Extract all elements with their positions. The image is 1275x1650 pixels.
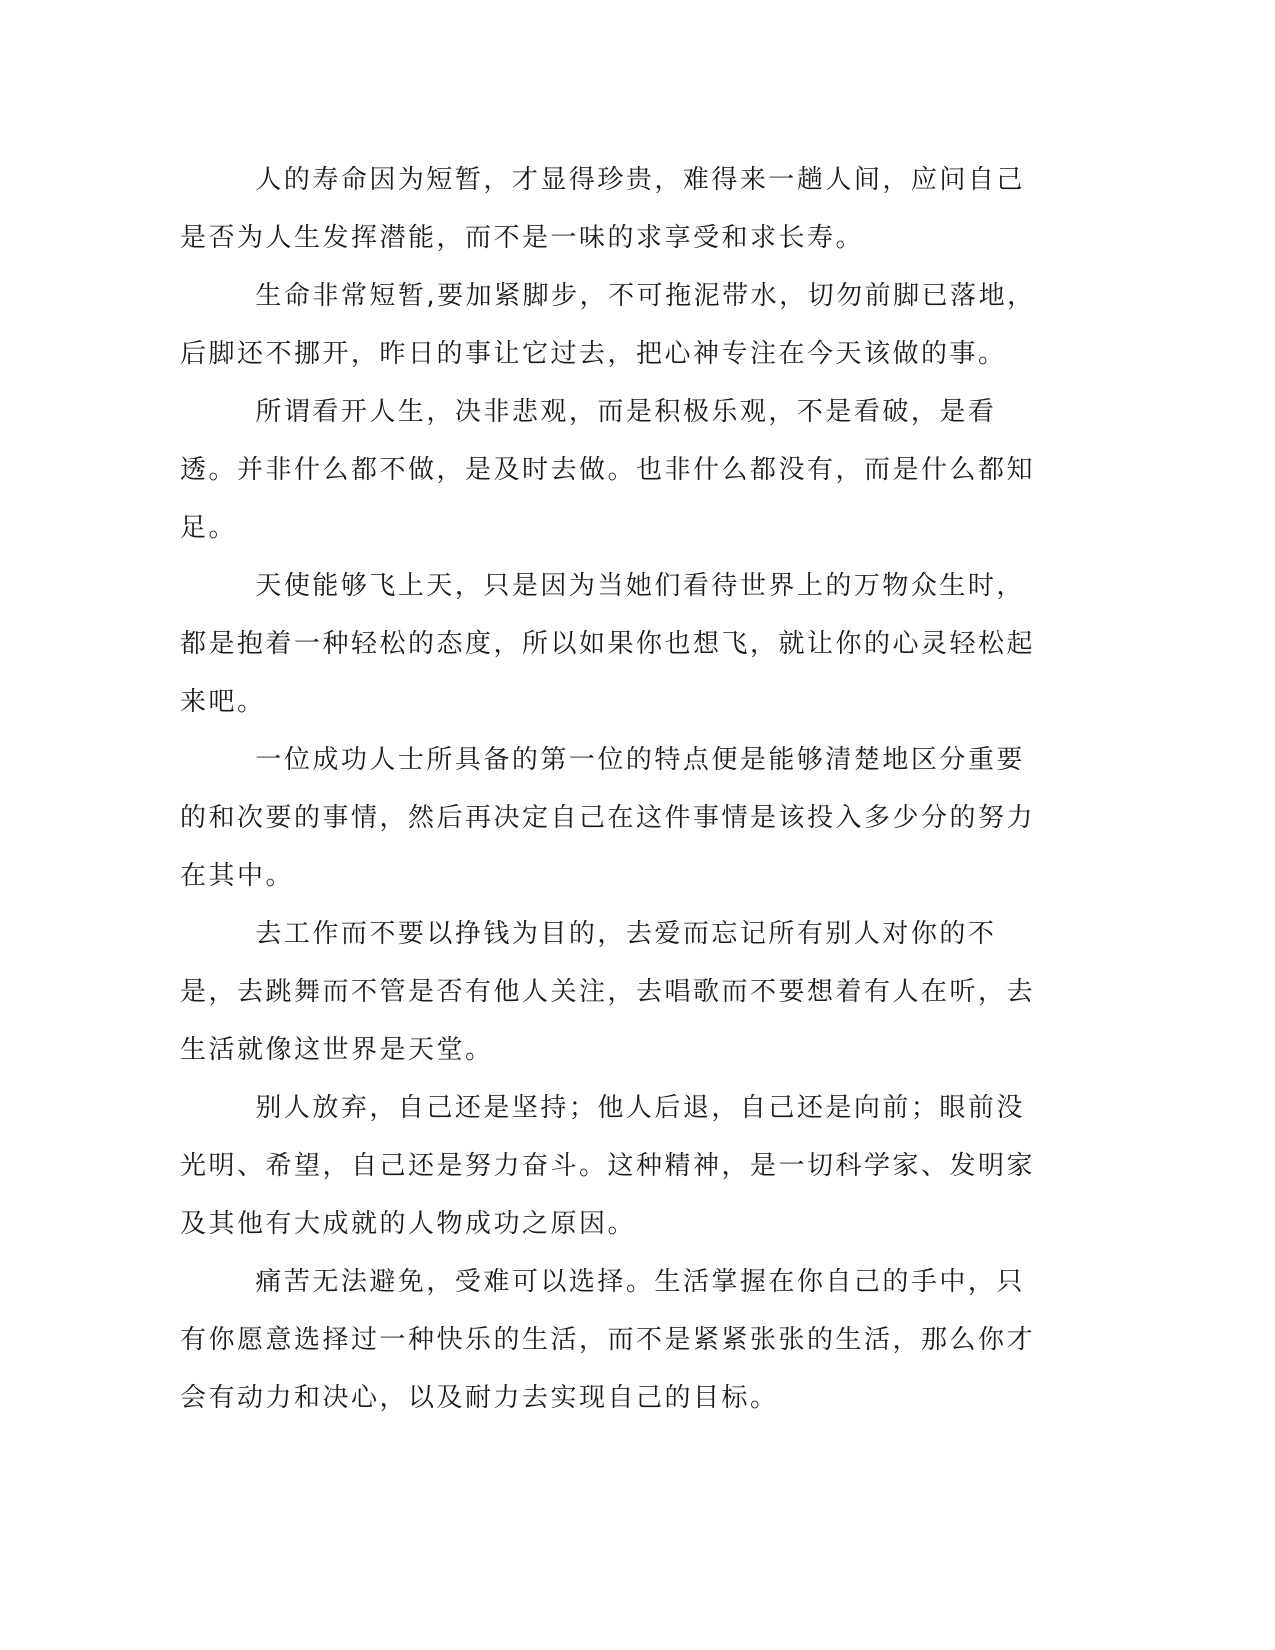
document-body	[180, 151, 1040, 1427]
paragraph: 生命非常短暂,要加紧脚步，不可拖泥带水，切勿前脚已落地，后脚还不挪开，昨日的事让它过去，把心神专注在今天该做的事。	[180, 281, 1036, 369]
paragraph: 去工作而不要以挣钱为目的，去爱而忘记所有别人对你的不是，去跳舞而不管是否有他人关注，去唱歌而不要想着有人在听，去生活就像这世界是天堂。	[180, 919, 1036, 1065]
paragraph: 天使能够飞上天，只是因为当她们看待世界上的万物众生时，都是抱着一种轻松的态度，所以如果你也想飞，就让你的心灵轻松起来吧。	[180, 571, 1036, 717]
paragraph: 所谓看开人生，决非悲观，而是积极乐观，不是看破，是看透。并非什么都不做，是及时去做。也非什么都没有，而是什么都知足。	[180, 397, 1036, 543]
paragraph: 别人放弃，自己还是坚持；他人后退，自己还是向前；眼前没光明、希望，自己还是努力奋斗。这种精神，是一切科学家、发明家及其他有大成就的人物成功之原因。	[180, 1093, 1036, 1239]
paragraph: 一位成功人士所具备的第一位的特点便是能够清楚地区分重要的和次要的事情，然后再决定自己在这件事情是该投入多少分的努力在其中。	[180, 745, 1036, 891]
paragraph: 人的寿命因为短暂，才显得珍贵，难得来一趟人间，应问自己是否为人生发挥潜能，而不是一味的求享受和求长寿。	[180, 165, 1025, 253]
paragraph: 痛苦无法避免，受难可以选择。生活掌握在你自己的手中，只有你愿意选择过一种快乐的生活，而不是紧紧张张的生活，那么你才会有动力和决心，以及耐力去实现自己的目标。	[180, 1267, 1036, 1413]
